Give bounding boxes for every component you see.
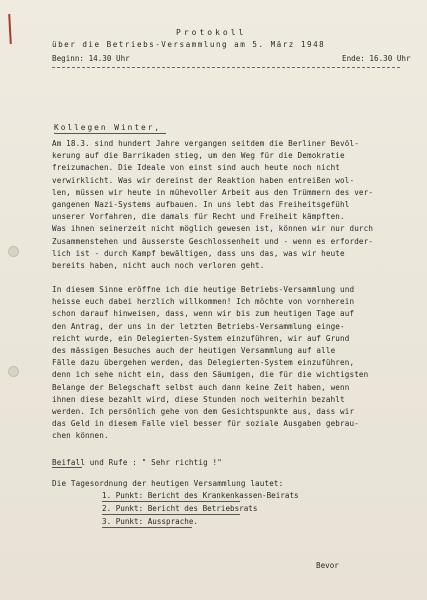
salutation: Kollegen Winter, bbox=[54, 123, 162, 132]
signature: Bevor bbox=[316, 561, 339, 570]
agenda-intro: Die Tagesordnung der heutigen Versammlung lautet: bbox=[52, 479, 284, 488]
agenda-item-2: 2. Punkt: Bericht des Betriebsrats bbox=[102, 504, 258, 513]
agenda-item-1-underline bbox=[102, 501, 240, 502]
agenda-item-2-underline bbox=[102, 514, 240, 515]
punch-hole-bottom bbox=[8, 366, 19, 377]
agenda-item-3-underline bbox=[102, 527, 192, 528]
agenda-item-1: 1. Punkt: Bericht des Krankenkassen-Beirats bbox=[102, 491, 299, 500]
end-time: Ende: 16.30 Uhr bbox=[342, 54, 411, 63]
document-subtitle: über die Betriebs-Versammlung am 5. März 1948 bbox=[52, 40, 326, 49]
paragraph-2: In diesem Sinne eröffne ich die heutige Betriebs-Versammlung und heisse euch dabei herzlich willkommen! Ich möchte von vornherein schon darauf hinweisen, dass, wenn wir bis zum heutigen Tage auf den Antrag, der uns in der letzten Betriebs-Versammlung einge- reicht wurde, ein Delegierten-System einzuführen, wir auf Grund des mässigen Besuches auch der heutigen Versammlung auf alle Fälle dazu übergehen werden, das Delegierten-System einzuführen, denn ich sehe nicht ein, dass den Säumigen, die für die wichtigsten Belange der Belegschaft selbst auch dann keine Zeit haben, wenn ihnen diese bezahlt wird, diese Stunden noch weiterhin bezahlt werden. Ich persönlich gehe von dem Gesichtspunkte aus, dass wir das Geld in diesem Falle viel besser für soziale Ausgaben gebrau- chen können. bbox=[52, 285, 369, 441]
document-title: Protokoll bbox=[176, 28, 247, 37]
agenda-item-3: 3. Punkt: Aussprache. bbox=[102, 517, 199, 526]
applause-note: Beifall und Rufe : " Sehr richtig !" bbox=[52, 458, 222, 467]
start-time: Beginn: 14.30 Uhr bbox=[52, 54, 130, 63]
red-margin-mark bbox=[8, 14, 12, 44]
punch-hole-top bbox=[8, 246, 19, 257]
applause-underline bbox=[52, 467, 82, 468]
paragraph-1: Am 18.3. sind hundert Jahre vergangen seitdem die Berliner Bevöl- kerung auf die Barrikaden stieg, um den Weg für die Demokratie freizumachen. Die Ideale von einst sind auch heute noch nicht verwirklicht. Was wir dereinst der Reaktion haben entreißen wol- len, müssen wir heute in mühevoller Arbeit aus den Trümmern des ver- gangenen Nazi-Systems aufbauen. In uns lebt das Freiheitsgefühl unserer Vorfahren, die damals für Recht und Freiheit kämpften. Was ihnen seinerzeit nicht möglich gewesen ist, können wir nur durch Zusammenstehen und äusserste Geschlossenheit und - wenn es erforder- lich ist - durch Kampf bewältigen, dass uns das, was wir heute bereits haben, nicht auch noch verloren geht. bbox=[52, 139, 374, 271]
salutation-underline bbox=[54, 133, 166, 134]
header-divider bbox=[52, 67, 400, 68]
